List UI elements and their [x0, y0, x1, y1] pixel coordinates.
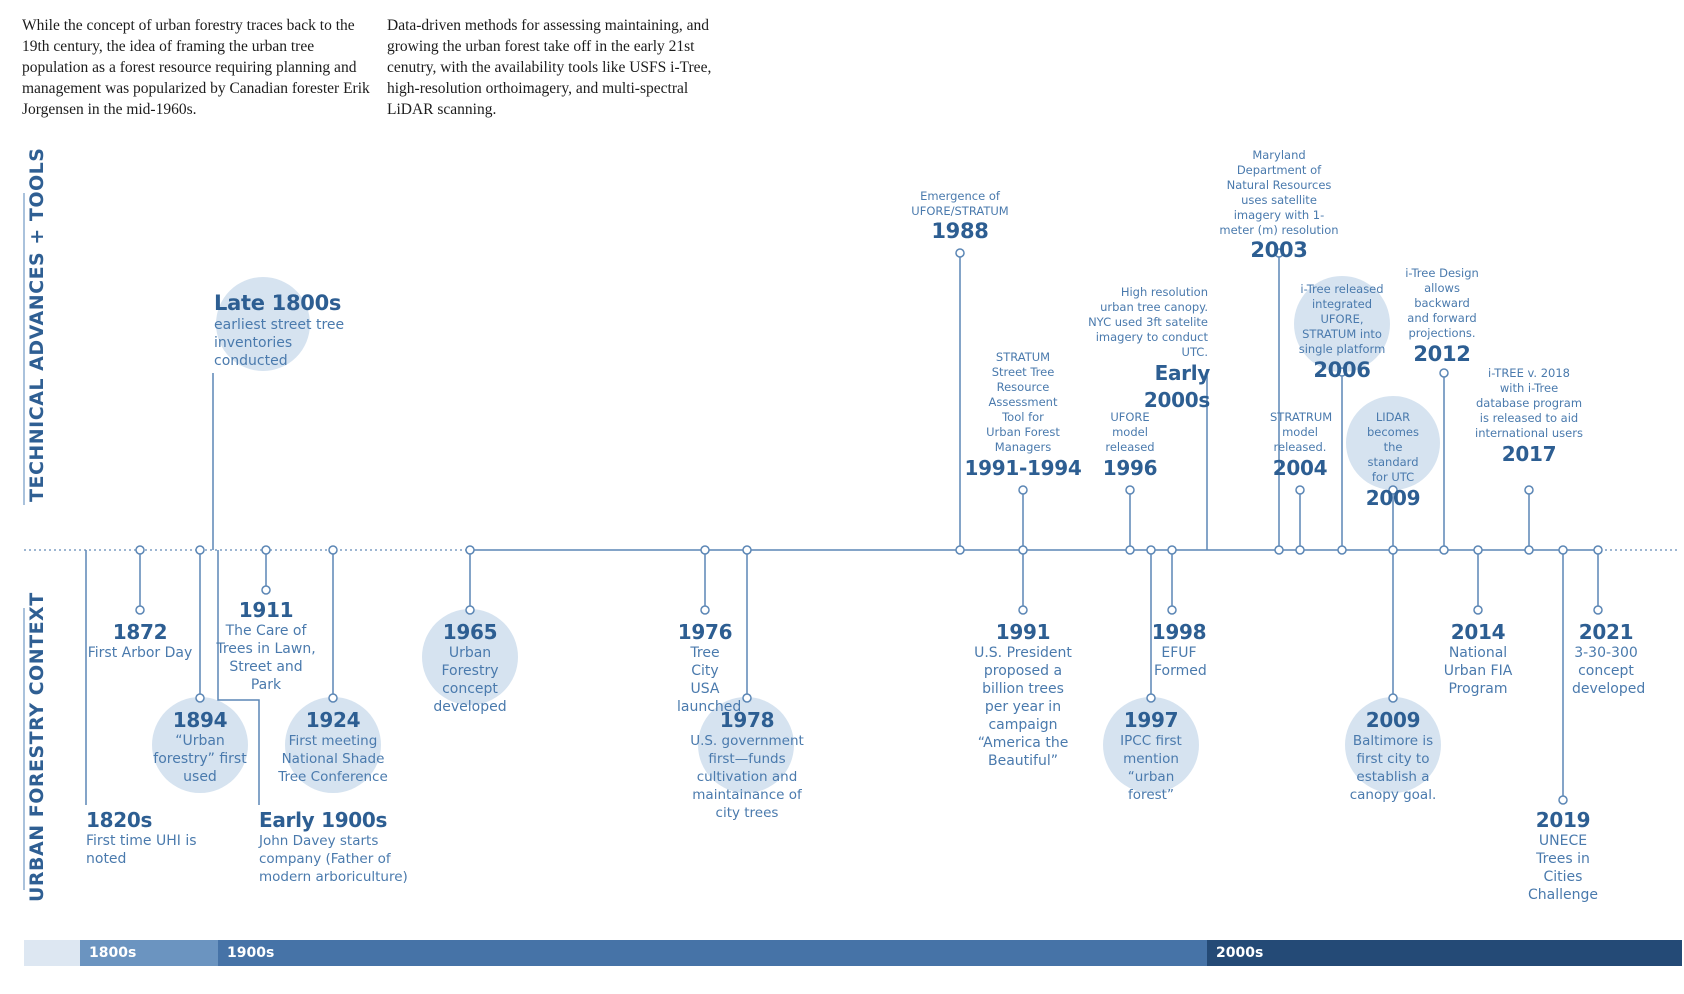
event-1997: 1997 IPCC first mention “urban forest”: [1120, 708, 1182, 803]
event-early-2000s: High resolution urban tree canopy. NYC used 3ft satelite imagery to conduct UTC. Early 2000s: [1088, 285, 1210, 412]
event-1996: UFORE model released 1996: [1102, 410, 1158, 480]
event-2021: 2021 3-30-300 concept developed: [1572, 620, 1646, 697]
event-2004: STRATRUM model released. 2004: [1270, 410, 1333, 480]
event-1976: 1976 Tree City USA launched: [677, 620, 742, 715]
intro-paragraph-left: While the concept of urban forestry traces back to the 19th century, the idea of framing the urban tree population as a forest resource requiring planning and management was popularized by Canadian forester Erik Jorgensen in the mid-1960s.: [22, 17, 370, 118]
event-1991: 1991 U.S. President proposed a billion trees per year in campaign “America the Beautiful”: [974, 620, 1072, 769]
era-band-1900s: 1900s: [218, 940, 1207, 966]
event-1872: 1872 First Arbor Day: [87, 620, 193, 661]
event-2014: 2014 National Urban FIA Program: [1443, 620, 1513, 697]
event-2012: i-Tree Design allows backward and forward projections. 2012: [1405, 266, 1479, 366]
event-1820s: 1820s First time UHI is noted: [86, 808, 197, 867]
event-1965: 1965 Urban Forestry concept developed: [433, 620, 507, 715]
event-1988: Emergence of UFORE/STRATUM 1988: [911, 189, 1009, 243]
event-1911: 1911 The Care of Trees in Lawn, Street and Park: [216, 598, 316, 693]
event-1998: 1998 EFUF Formed: [1151, 620, 1207, 679]
event-1924: 1924 First meeting National Shade Tree Conference: [278, 708, 388, 785]
event-1894: 1894 “Urban forestry” first used: [153, 708, 247, 785]
era-band-pre: [24, 940, 80, 966]
event-1991-1994: STRATUM Street Tree Resource Assessment Tool for Urban Forest Managers 1991-1994: [964, 350, 1082, 480]
event-2009-baltimore: 2009 Baltimore is first city to establish a canopy goal.: [1349, 708, 1437, 803]
era-band-1800s: 1800s: [80, 940, 218, 966]
event-2009-lidar: LIDAR becomes the standard for UTC 2009: [1365, 410, 1421, 510]
event-late-1800s: Late 1800s earliest street tree inventories conducted: [214, 291, 345, 369]
urban-forestry-context-label: URBAN FORESTRY CONTEXT: [26, 592, 48, 902]
event-2003: Maryland Department of Natural Resources uses satellite imagery with 1-meter (m) resolution 2003: [1219, 148, 1339, 262]
intro-paragraph-right: Data-driven methods for assessing maintaining, and growing the urban forest take off in the early 21st cenutry, with the availability tools like USFS i-Tree, high-resolution orthoimagery, and multi-spectral LiDAR scanning.: [387, 17, 712, 118]
technical-advances-label: TECHNICAL ADVANCES + TOOLS: [26, 147, 48, 502]
event-2006: i-Tree released integrated UFORE, STRATUM into single platform 2006: [1298, 282, 1386, 382]
event-2017: i-TREE v. 2018 with i-Tree database program is released to aid international users 2017: [1475, 366, 1583, 466]
era-band-2000s: 2000s: [1207, 940, 1682, 966]
event-2019: 2019 UNECE Trees in Cities Challenge: [1528, 808, 1598, 903]
event-early-1900s: Early 1900s John Davey starts company (Father of modern arboriculture): [259, 808, 408, 885]
event-1978: 1978 U.S. government first—funds cultivation and maintainance of city trees: [690, 708, 804, 821]
